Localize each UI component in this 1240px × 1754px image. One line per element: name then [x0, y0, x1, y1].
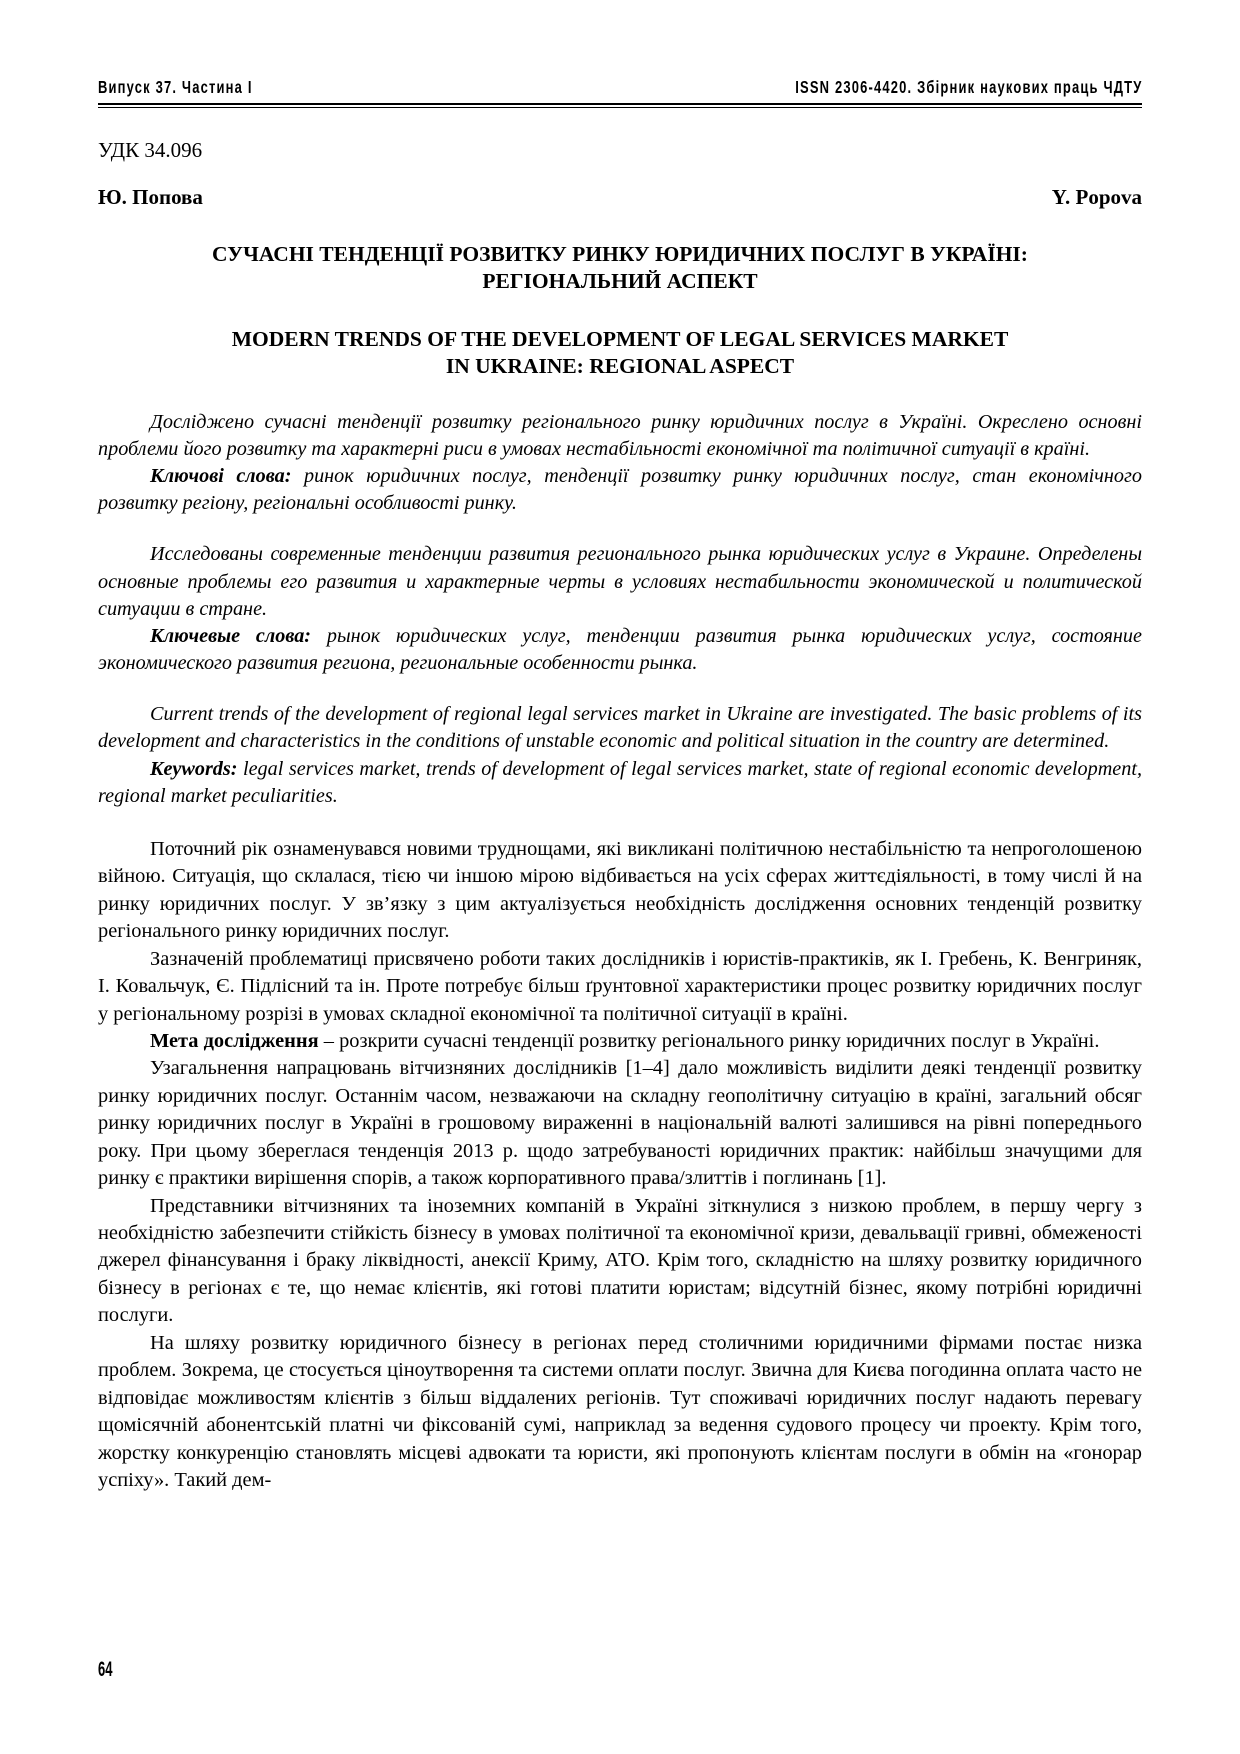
body-paragraph-6: На шляху розвитку юридичного бізнесу в регіонах перед столичними юридичними фірмами постає низка проблем. Зокрема, це стосується ціноутворення та системи оплати послуг. Звична для Києва погодинна оплата часто не відповідає можливостям клієнтів з більш віддалених регіонів. Тут споживачі юридичних послуг надають перевагу щомісячній абонентській платні чи фіксованій сумі, наприклад за ведення судового процесу чи проекту. Крім того, жорстку конкуренцію становлять місцеві адвокати та юристи, які пропонують клієнтам послуги в обмін на «гонорар успіху». Такий дем-	[98, 1331, 1142, 1491]
running-head-issue: Випуск 37. Частина I	[98, 77, 253, 97]
author-name-uk: Ю. Попова	[98, 185, 203, 210]
keywords-ru	[98, 623, 1142, 677]
article-title-en-line1: MODERN TRENDS OF THE DEVELOPMENT OF LEGAL SERVICES MARKET	[231, 326, 1009, 351]
udc-code: УДК 34.096	[98, 138, 203, 163]
keywords-en	[98, 756, 1142, 810]
header-divider	[98, 103, 1142, 108]
article-title-uk-line2: РЕГІОНАЛЬНИЙ АСПЕКТ	[482, 269, 758, 294]
research-goal-text: – розкрити сучасні тенденції розвитку регіонального ринку юридичних послуг в Україні.	[318, 1029, 1100, 1052]
body-paragraph-3	[98, 1028, 1142, 1055]
article-title-en-line2: IN UKRAINE: REGIONAL ASPECT	[445, 354, 795, 379]
abstract-spacer-ru	[98, 517, 1142, 541]
author-name-en: Y. Popova	[1051, 185, 1142, 210]
abstract-en: Current trends of the development of regional legal services market in Ukraine are investigated. The basic problems of its development and characteristics in the conditions of unstable economic and political situation in the country are determined.	[98, 703, 1142, 753]
body-paragraph-5: Представники вітчизняних та іноземних компаній в Україні зіткнулися з низкою проблем, в першу чергу з необхідністю забезпечити стійкість бізнесу в умовах політичної та економічної кризи, девальвації гривні, обмеженості джерел фінансування і браку ліквідності, анексії Криму, АТО. Крім того, складністю на шляху розвитку юридичного бізнесу в регіонах є те, що немає клієнтів, які готові платити юристам; відсутній бізнес, якому потрібні юридичні послуги.	[98, 1194, 1142, 1327]
keywords-uk-text: ринок юридичних послуг, тенденції розвитку ринку юридичних послуг, стан економічного розвитку регіону, регіональні особливості ринку.	[98, 465, 1142, 515]
body-paragraph-2: Зазначеній проблематиці присвячено роботи таких дослідників і юристів-практиків, як І. Гребень, К. Венгриняк, І. Ковальчук, Є. Підлісний та ін. Проте потребує більш ґрунтовної характеристики процес розвитку юридичних послуг у регіональному розрізі в умовах складної економічної та політичної ситуації в країні.	[98, 947, 1142, 1025]
header-divider-thin	[98, 107, 1142, 108]
article-title-en	[98, 326, 1142, 381]
body-paragraph-4: Узагальнення напрацювань вітчизняних дослідників [1–4] дало можливість виділити деякі тенденції розвитку ринку юридичних послуг. Останнім часом, незважаючи на складну геополітичну ситуацію в країні, загальний обсяг ринку юридичних послуг в Україні в грошовому вираженні в національній валюті залишився на рівні попереднього року. При цьому збереглася тенденція 2013 р. щодо затребуваності юридичних практик: найбільш значущими для ринку є практики вирішення спорів, а також корпоративного права/злиттів і поглинань [1].	[98, 1057, 1142, 1190]
keywords-ru-label: Ключевые слова:	[150, 624, 312, 647]
keywords-uk-label: Ключові слова:	[150, 465, 292, 488]
article-title-uk-line1: СУЧАСНІ ТЕНДЕНЦІЇ РОЗВИТКУ РИНКУ ЮРИДИЧНИХ ПОСЛУГ В УКРАЇНІ:	[212, 241, 1028, 266]
running-head-journal: ISSN 2306-4420. Збірник наукових праць ЧДТУ	[795, 77, 1143, 97]
keywords-ru-text: рынок юридических услуг, тенденции развития рынка юридических услуг, состояние экономического развития региона, региональные особенности рынка.	[98, 624, 1142, 675]
research-goal-label: Мета дослідження	[150, 1029, 319, 1052]
running-head	[98, 78, 1142, 97]
page-number: 64	[98, 1658, 113, 1681]
body-paragraph-1: Поточний рік ознаменувався новими труднощами, які викликані політичною нестабільністю та непроголошеною війною. Ситуація, що склалася, тією чи іншою мірою відбивається на усіх сферах життєдіяльності, в тому числі й на ринку юридичних послуг. У зв’язку з цим актуалізується необхідність дослідження основних тенденцій розвитку регіонального ринку юридичних послуг.	[98, 837, 1142, 943]
keywords-uk	[98, 463, 1142, 517]
body-spacer	[98, 810, 1142, 836]
abstract-spacer-en	[98, 677, 1142, 701]
keywords-en-label: Keywords:	[150, 757, 238, 780]
abstract-uk: Досліджено сучасні тенденції розвитку регіонального ринку юридичних послуг в Україні. Окреслено основні проблеми його розвитку та характерні риси в умовах нестабільності економічної та політичної ситуації в країні.	[98, 410, 1142, 460]
article-title-uk	[98, 241, 1142, 296]
author-line	[98, 185, 1142, 210]
abstract-ru: Исследованы современные тенденции развития регионального рынка юридических услуг в Украине. Определены основные проблемы его развития и характерные черты в условиях нестабильности экономической и политической ситуации в стране.	[98, 543, 1142, 620]
keywords-en-text: legal services market, trends of development of legal services market, state of regional economic development, regional market peculiarities.	[98, 757, 1142, 807]
